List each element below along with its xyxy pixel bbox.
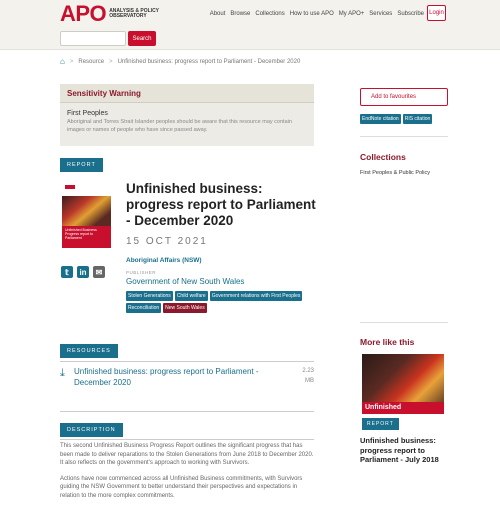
search-input[interactable] bbox=[60, 31, 126, 46]
ris-citation-button[interactable]: RIS citation bbox=[404, 116, 431, 122]
nav-subscribe[interactable]: Subscribe bbox=[397, 11, 424, 17]
nav-about[interactable]: About bbox=[209, 11, 226, 17]
warning-heading: Sensitivity Warning bbox=[60, 84, 314, 103]
report-cover-image[interactable] bbox=[62, 182, 111, 248]
related-report-tag: REPORT bbox=[362, 418, 399, 430]
chevron-right-icon: > bbox=[109, 58, 113, 65]
search-button[interactable]: Search bbox=[128, 31, 156, 46]
nav-services[interactable]: Services bbox=[369, 11, 393, 17]
resource-link[interactable]: Unfinished business: progress report to Parliament - December 2020 bbox=[74, 367, 259, 387]
search-bar bbox=[0, 28, 500, 50]
warning-title: First Peoples bbox=[67, 110, 108, 117]
related-image-label: Unfinished bbox=[362, 402, 444, 414]
download-icon[interactable]: ⤓ bbox=[60, 367, 65, 379]
related-report-title[interactable]: Unfinished business: progress report to Parliament - July 2018 bbox=[360, 436, 439, 464]
tag-stolen-generations[interactable]: Stolen Generations bbox=[128, 293, 171, 299]
breadcrumb bbox=[60, 57, 300, 66]
publisher-label: PUBLISHER bbox=[126, 270, 157, 275]
sensitivity-warning bbox=[60, 84, 314, 146]
divider bbox=[60, 439, 314, 440]
login-button[interactable]: Login bbox=[427, 5, 446, 21]
publish-date: 15 OCT 2021 bbox=[126, 236, 208, 247]
breadcrumb-current: Unfinished business: progress report to Parliament - December 2020 bbox=[117, 58, 301, 65]
citation-buttons bbox=[360, 114, 432, 124]
divider bbox=[60, 411, 314, 412]
more-like-this-heading: More like this bbox=[360, 337, 415, 347]
apo-logo[interactable] bbox=[60, 3, 159, 25]
endnote-citation-button[interactable]: EndNote citation bbox=[362, 116, 399, 122]
tag-reconciliation[interactable]: Reconciliation bbox=[128, 305, 160, 311]
tag-government-relations[interactable]: Government relations with First Peoples bbox=[211, 293, 301, 299]
collections-heading: Collections bbox=[360, 152, 406, 162]
description-tag: DESCRIPTION bbox=[60, 423, 123, 437]
subject-tags bbox=[126, 291, 316, 313]
publisher-link[interactable]: Government of New South Wales bbox=[126, 277, 245, 286]
divider bbox=[60, 361, 314, 362]
nav-my-apo[interactable]: My APO+ bbox=[338, 11, 365, 17]
twitter-icon[interactable]: 𝕥 bbox=[61, 266, 73, 278]
author-link[interactable]: Aboriginal Affairs (NSW) bbox=[126, 257, 202, 264]
logo-mark: APO bbox=[60, 1, 107, 26]
home-icon[interactable]: ⌂ bbox=[60, 57, 65, 66]
page-title: Unfinished business: progress report to Parliament - December 2020 bbox=[126, 181, 316, 228]
cover-subtitle: Progress report to Parliament bbox=[65, 232, 94, 240]
related-report-image[interactable] bbox=[362, 354, 444, 414]
email-icon[interactable]: ✉ bbox=[93, 266, 105, 278]
cover-artwork bbox=[62, 196, 111, 226]
divider bbox=[360, 136, 448, 137]
warning-text: Aboriginal and Torres Strait Islander peoples should be aware that this resource may contain images or names of people who have since passed away. bbox=[67, 119, 292, 133]
cover-title: Unfinished Business bbox=[65, 228, 97, 232]
top-header bbox=[0, 0, 500, 28]
share-buttons bbox=[61, 266, 105, 278]
description-paragraph: This second Unfinished Business Progress Report outlines the significant progress that has been made to deliver reparations to the Stolen Generations from June 2018 to December 2020. It also reflects on the government's approach to working with Survivors. bbox=[60, 443, 314, 466]
divider bbox=[360, 322, 448, 323]
nav-how-to-use[interactable]: How to use APO bbox=[289, 11, 334, 17]
file-size: 2.23 MB bbox=[302, 368, 314, 384]
logo-subtitle: ANALYSIS & POLICY OBSERVATORY bbox=[109, 7, 159, 19]
linkedin-icon[interactable]: in bbox=[77, 266, 89, 278]
chevron-right-icon: > bbox=[69, 58, 74, 65]
report-tag: REPORT bbox=[60, 158, 103, 172]
breadcrumb-resource[interactable]: Resource bbox=[78, 58, 105, 65]
nav-browse[interactable]: Browse bbox=[230, 11, 251, 17]
nav-collections[interactable]: Collections bbox=[255, 11, 285, 17]
main-nav bbox=[210, 11, 424, 17]
collection-link[interactable]: First Peoples & Public Policy bbox=[360, 170, 430, 176]
tag-child-welfare[interactable]: Child welfare bbox=[176, 293, 206, 299]
nsw-logo-icon bbox=[65, 185, 75, 189]
add-to-favourites-button[interactable]: Add to favourites bbox=[360, 88, 448, 106]
description-body bbox=[60, 442, 314, 507]
description-paragraph: Actions have now commenced across all Unfinished Business commitments, with Survivors guiding the NSW Government to better understand their perspectives and expectations in relation to the more complex commitments. bbox=[60, 475, 303, 499]
resources-tag: RESOURCES bbox=[60, 344, 118, 358]
tag-new-south-wales[interactable]: New South Wales bbox=[165, 305, 205, 311]
